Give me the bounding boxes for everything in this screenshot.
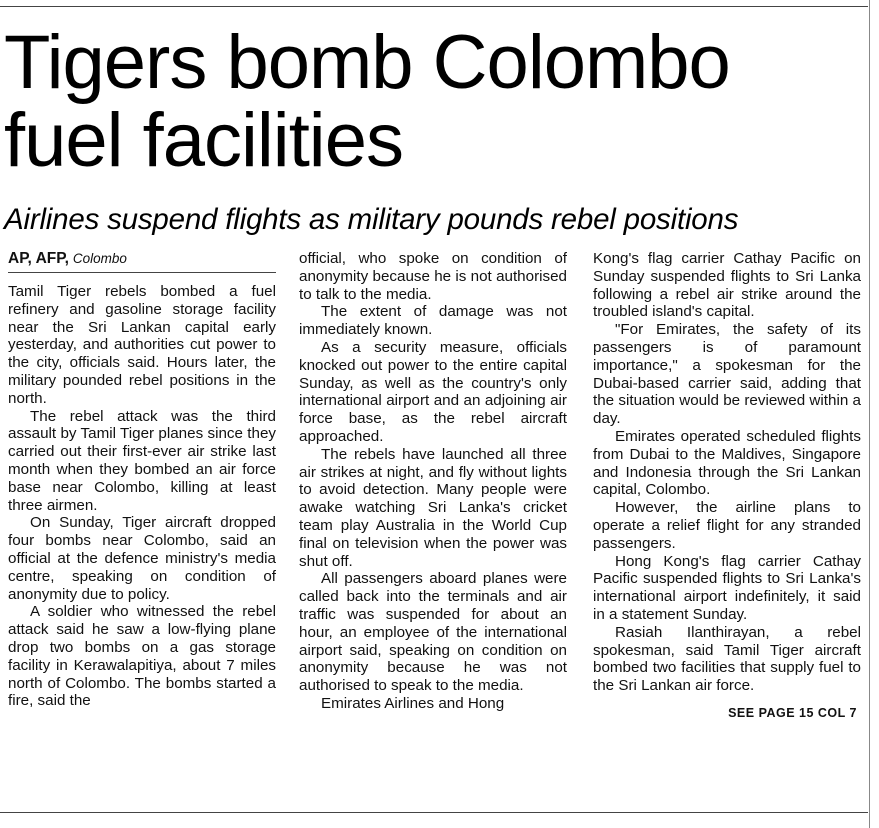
paragraph: "For Emirates, the safety of its passengers is of paramount importance," a spokesman for the Dubai-based carrier said, adding that the situation would be reviewed within a day. [593,321,861,428]
paragraph: As a security measure, officials knocked out power to the entire capital Sunday, as well as the country's only international airport and an adjoining air force base, as the rebel aircraft approached. [299,338,567,445]
paragraph: Emirates Airlines and Hong [321,694,505,712]
headline [4,20,864,183]
paragraph: Emirates operated scheduled flights from Dubai to the Maldives, Singapore and Indonesia through the Sri Lankan capital, Colombo. [593,427,861,499]
article-column-1 [8,250,276,710]
top-rule [0,6,868,7]
paragraph: official, who spoke on condition of anonymity because he is not authorised to talk to the media. [299,250,567,303]
jump-line[interactable]: SEE PAGE 15 COL 7 [728,705,857,720]
paragraph: All passengers aboard planes were called back into the terminals and air traffic was suspended for about an hour, an employee of the international airport said, speaking on condition on anonymity because he was not authorised to speak to the media. [299,570,567,695]
paragraph: The rebels have launched all three air strikes at night, and fly without lights to avoid detection. Many people were awake watching Sri Lanka's cricket team play Australia in the World Cup final on television when the power was shut off. [299,445,567,570]
paragraph: A soldier who witnessed the rebel attack said he saw a low-flying plane drop two bombs on a gas storage facility in Kerawalapitiya, about 7 miles north of Colombo. The bombs started a fire, said the [8,603,276,710]
paragraph: The extent of damage was not immediately known. [299,303,567,339]
paragraph: However, the airline plans to operate a relief flight for any stranded passengers. [593,499,861,552]
bottom-rule [0,812,868,813]
paragraph: On Sunday, Tiger aircraft dropped four bombs near Colombo, said an official at the defence ministry's media centre, speaking on condition of anonymity due to policy. [8,514,276,603]
paragraph: Rasiah Ilanthirayan, a rebel spokesman, said Tamil Tiger aircraft bombed two facilities that supply fuel to the Sri Lankan air force. [593,623,861,695]
article-column-3 [593,250,861,723]
byline-agencies: AP, AFP, [8,250,69,267]
paragraph: Hong Kong's flag carrier Cathay Pacific suspended flights to Sri Lanka's international airport indefinitely, it said in a statement Sunday. [593,552,861,623]
paragraph: Tamil Tiger rebels bombed a fuel refinery and gasoline storage facility near the Sri Lankan capital early yesterday, and authorities cut power to the city, officials said. Hours later, the military pounded rebel positions in the north. [8,283,276,407]
paragraph: The rebel attack was the third assault by Tamil Tiger planes since they carried out their first-ever air strike last month when they bombed an air force base near Colombo, killing at least three airmen. [8,407,276,514]
byline [8,250,276,273]
subheadline: Airlines suspend flights as military pounds rebel positions [4,203,739,236]
byline-dateline: Colombo [72,251,127,266]
paragraph: Kong's flag carrier Cathay Pacific on Sunday suspended flights to Sri Lanka following a rebel air strike around the troubled island's capital. [593,250,861,321]
right-border [869,0,870,828]
headline-line-1: Tigers bomb Colombo [4,20,730,105]
article-column-2 [299,250,567,713]
headline-line-2: fuel facilities [4,98,403,183]
